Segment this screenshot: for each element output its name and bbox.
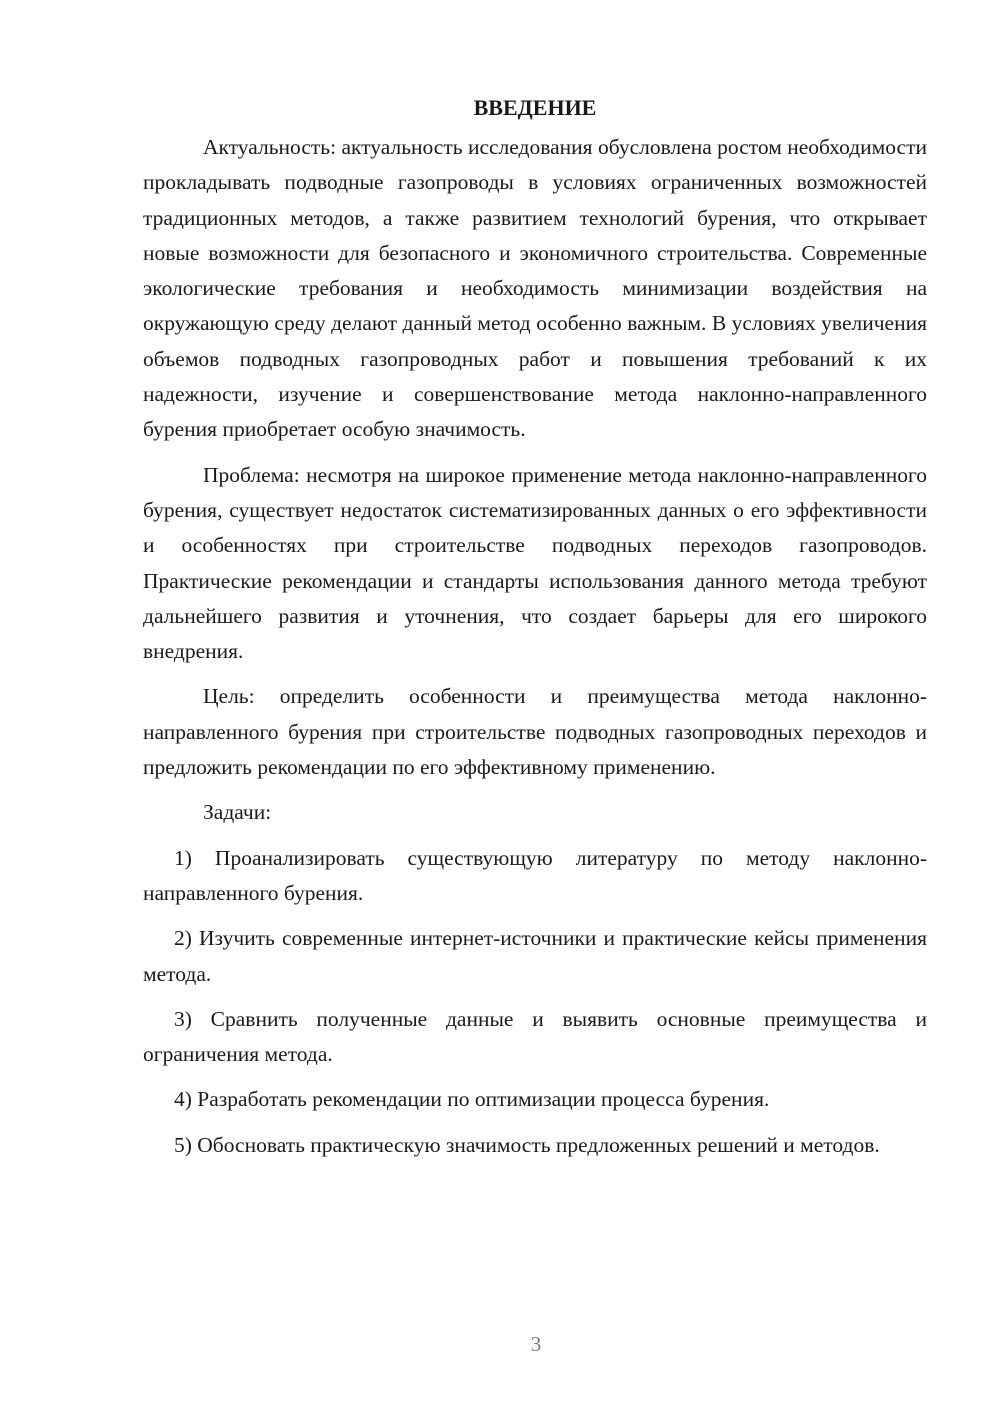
document-page: [143, 90, 927, 1163]
goal-paragraph: Цель: определить особенности и преимущества метода наклонно-направленного бурения при строительстве подводных газопроводных переходов и предложить рекомендации по его эффективному применению.: [143, 684, 927, 780]
page-number: 3: [530, 1332, 542, 1356]
problem-paragraph: Проблема: несмотря на широкое применение метода наклонно-направленного бурения, существует недостаток систематизированных данных о его эффективности и особенностях при строительстве подводных переходов газопроводов. Практические рекомендации и стандарты использования данного метода требуют дальнейшего развития и уточнения, что создает барьеры для его широкого внедрения.: [143, 462, 927, 664]
task-item: 5) Обосновать практическую значимость предложенных решений и методов.: [174, 1132, 880, 1157]
section-title: ВВЕДЕНИЕ: [473, 95, 597, 120]
task-item: 2) Изучить современные интернет-источники и практические кейсы применения метода.: [143, 926, 927, 986]
task-item: 3) Сравнить полученные данные и выявить основные преимущества и ограничения метода.: [143, 1006, 927, 1067]
task-item: 4) Разработать рекомендации по оптимизации процесса бурения.: [174, 1087, 770, 1112]
relevance-paragraph: Актуальность: актуальность исследования обусловлена ростом необходимости прокладывать подводные газопроводы в условиях ограниченных возможностей традиционных методов, а также развитием технологий бурения, что открывает новые возможности для безопасного и экономичного строительства. Современные экологические требования и необходимость минимизации воздействия на окружающую среду делают данный метод особенно важным. В условиях увеличения объемов подводных газопроводных работ и повышения требований к их надежности, изучение и совершенствование метода наклонно-направленного бурения приобретает особую значимость.: [143, 135, 927, 442]
tasks-heading: Задачи:: [203, 800, 272, 825]
task-item: 1) Проанализировать существующую литературу по методу наклонно-направленного бурения.: [143, 845, 927, 905]
